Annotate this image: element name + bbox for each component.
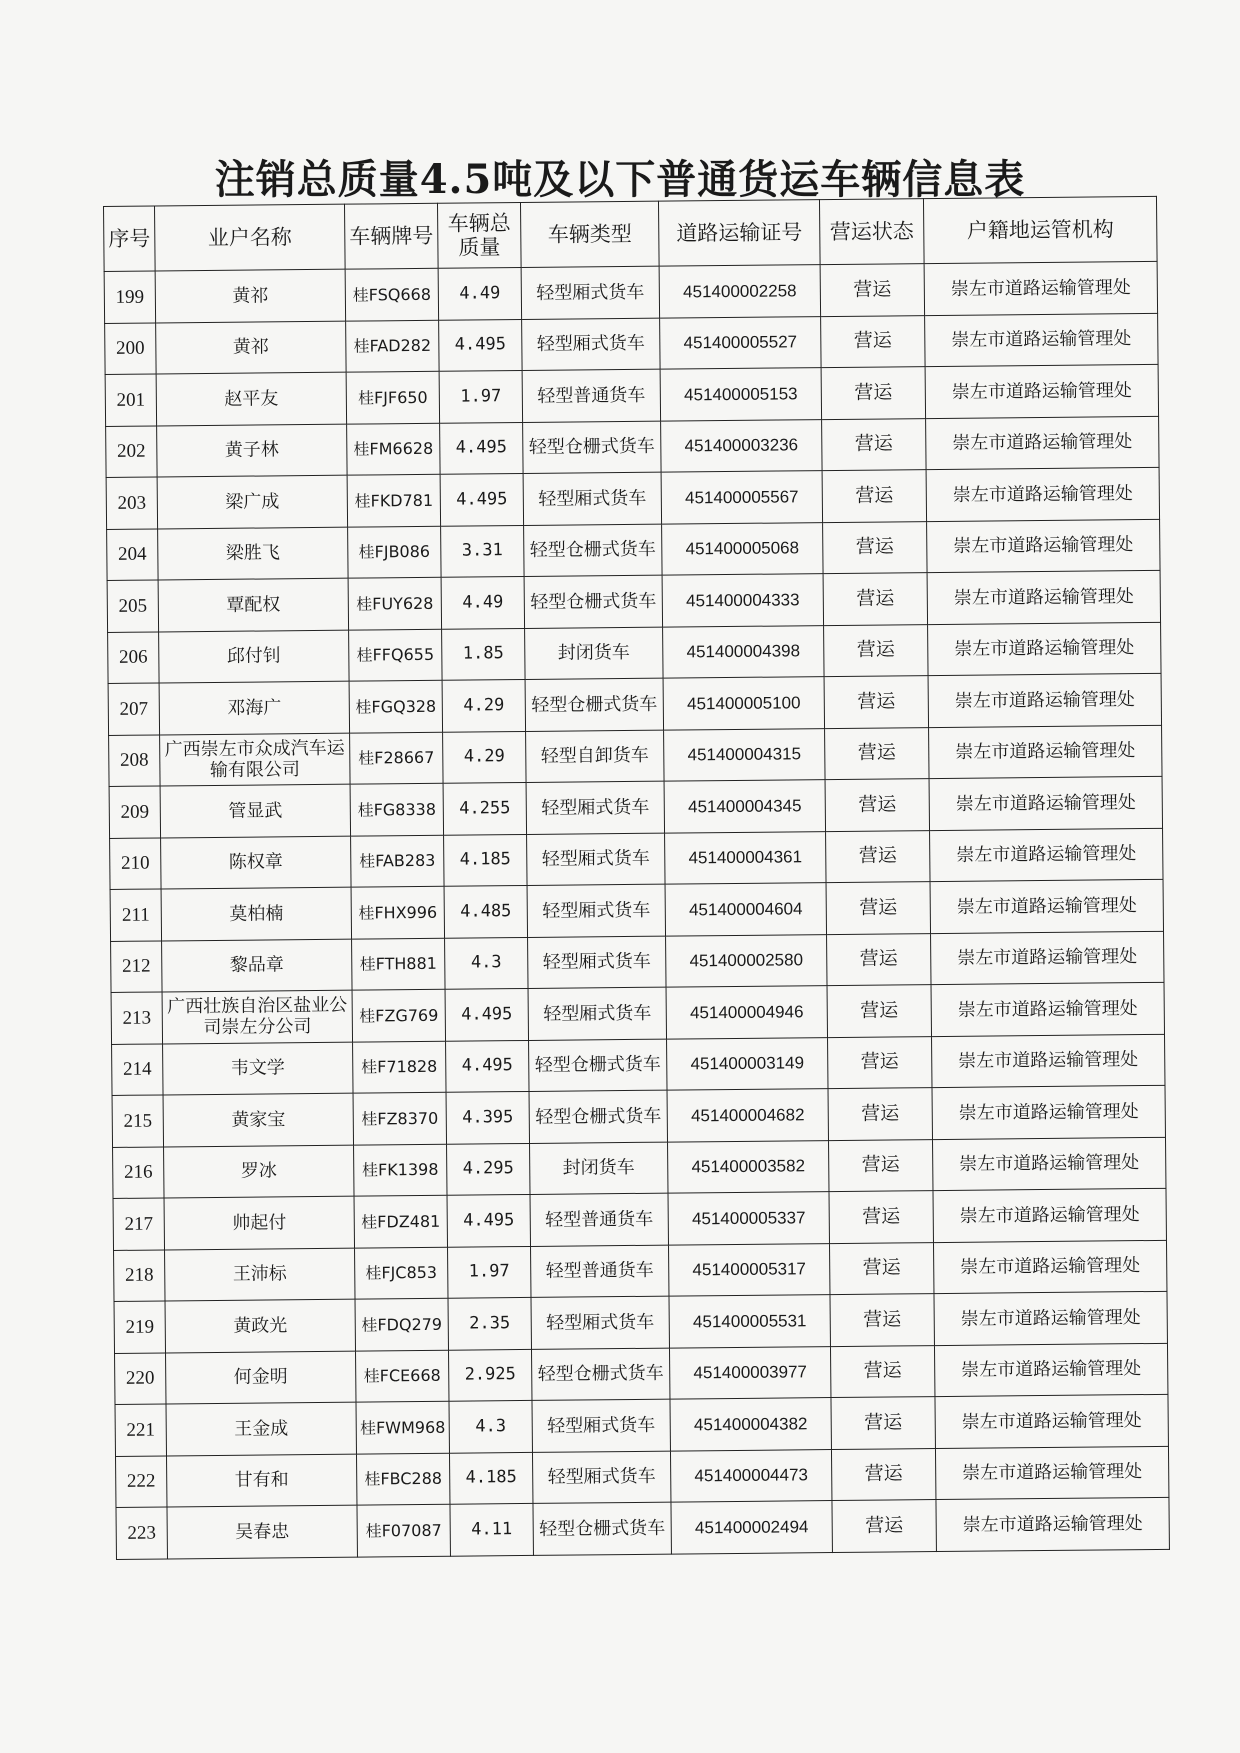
cell-status: 营运 (825, 779, 929, 831)
cell-type: 轻型仓栅式货车 (529, 1039, 667, 1092)
cell-weight: 1.97 (448, 1246, 531, 1298)
cell-plate: 桂FG8338 (350, 783, 443, 835)
cell-type: 封闭货车 (525, 627, 663, 680)
cell-type: 轻型自卸货车 (526, 730, 664, 783)
cell-owner: 罗冰 (164, 1145, 354, 1198)
cell-cert: 451400005567 (661, 471, 822, 524)
cell-org: 崇左市道路运输管理处 (932, 1034, 1165, 1088)
cell-plate: 桂FZ8370 (353, 1092, 446, 1144)
cell-weight: 4.295 (447, 1143, 530, 1195)
cell-seq: 211 (110, 889, 161, 941)
cell-seq: 223 (116, 1507, 167, 1559)
cell-org: 崇左市道路运输管理处 (929, 725, 1162, 779)
cell-type: 轻型厢式货车 (527, 884, 665, 937)
header-plate: 车辆牌号 (344, 203, 438, 269)
cell-status: 营运 (826, 830, 930, 882)
cell-status: 营运 (822, 470, 926, 522)
cell-owner: 何金明 (166, 1351, 356, 1404)
cell-weight: 2.35 (448, 1297, 531, 1349)
cell-cert: 451400005153 (660, 368, 821, 421)
cell-cert: 451400003236 (661, 419, 822, 472)
cell-status: 营运 (828, 1139, 932, 1191)
table-row (116, 1497, 1169, 1559)
cell-status: 营运 (822, 418, 926, 470)
cell-org: 崇左市道路运输管理处 (927, 519, 1160, 573)
cell-weight: 4.29 (443, 731, 526, 783)
table-header-row (104, 196, 1158, 271)
cell-cert: 451400003582 (668, 1140, 829, 1193)
cell-org: 崇左市道路运输管理处 (930, 828, 1163, 882)
cell-plate: 桂FKD781 (347, 474, 440, 526)
cell-owner: 黎品章 (162, 939, 352, 992)
cell-type: 轻型厢式货车 (527, 833, 665, 886)
cell-weight: 4.255 (443, 782, 526, 834)
cell-org: 崇左市道路运输管理处 (925, 364, 1158, 418)
cell-status: 营运 (827, 933, 931, 985)
cell-seq: 212 (111, 940, 162, 992)
cell-cert: 451400002580 (666, 934, 827, 987)
cell-org: 崇左市道路运输管理处 (926, 416, 1159, 470)
cell-org: 崇左市道路运输管理处 (934, 1343, 1167, 1397)
cell-weight: 4.495 (440, 422, 523, 474)
cell-status: 营运 (820, 264, 924, 316)
cell-seq: 209 (109, 786, 160, 838)
cell-plate: 桂FDZ481 (354, 1195, 447, 1247)
cell-status: 营运 (831, 1397, 935, 1449)
cell-org: 崇左市道路运输管理处 (931, 982, 1164, 1036)
cell-plate: 桂F28667 (350, 732, 443, 784)
cell-owner: 赵平友 (156, 372, 346, 425)
cell-owner: 梁胜飞 (158, 527, 348, 580)
cell-plate: 桂FFQ655 (349, 629, 442, 681)
cell-seq: 217 (113, 1198, 164, 1250)
cell-cert: 451400004604 (665, 883, 826, 936)
cell-weight: 1.97 (439, 370, 522, 422)
cell-cert: 451400002494 (671, 1501, 832, 1554)
cell-plate: 桂FJC853 (355, 1247, 448, 1299)
cell-plate: 桂F71828 (353, 1041, 446, 1093)
cell-status: 营运 (829, 1242, 933, 1294)
cell-org: 崇左市道路运输管理处 (936, 1497, 1169, 1551)
cell-owner: 广西崇左市众成汽车运输有限公司 (160, 733, 350, 786)
cell-owner: 管显武 (160, 784, 350, 837)
cell-cert: 451400004333 (662, 574, 823, 627)
cell-owner: 邱付钊 (159, 630, 349, 683)
cell-org: 崇左市道路运输管理处 (928, 673, 1161, 727)
cell-owner: 梁广成 (157, 475, 347, 528)
cell-seq: 207 (108, 683, 159, 735)
cell-status: 营运 (823, 573, 927, 625)
cell-seq: 222 (115, 1455, 166, 1507)
cell-status: 营运 (821, 367, 925, 419)
cell-seq: 210 (110, 837, 161, 889)
cell-status: 营运 (827, 985, 931, 1037)
cell-weight: 4.495 (446, 1040, 529, 1092)
cell-weight: 4.49 (441, 576, 524, 628)
cell-owner: 黄政光 (165, 1299, 355, 1352)
cell-owner: 陈权章 (161, 836, 351, 889)
cell-status: 营运 (823, 521, 927, 573)
cell-weight: 4.29 (442, 679, 525, 731)
cell-type: 轻型仓栅式货车 (524, 524, 662, 577)
cell-org: 崇左市道路运输管理处 (935, 1446, 1168, 1500)
cell-weight: 3.31 (441, 525, 524, 577)
cell-status: 营运 (828, 1088, 932, 1140)
cell-owner: 甘有和 (166, 1454, 356, 1507)
cell-cert: 451400003149 (667, 1037, 828, 1090)
cell-seq: 205 (107, 580, 158, 632)
cell-cert: 451400004345 (664, 780, 825, 833)
cell-type: 轻型普通货车 (522, 369, 660, 422)
cell-owner: 黄家宝 (163, 1093, 353, 1146)
cell-seq: 216 (113, 1146, 164, 1198)
cell-org: 崇左市道路运输管理处 (930, 879, 1163, 933)
cell-owner: 广西壮族自治区盐业公司崇左分公司 (162, 990, 352, 1043)
cell-seq: 220 (115, 1352, 166, 1404)
cell-org: 崇左市道路运输管理处 (931, 931, 1164, 985)
cell-owner: 黄子林 (157, 424, 347, 477)
cell-weight: 4.185 (444, 834, 527, 886)
cell-type: 轻型仓栅式货车 (533, 1502, 671, 1555)
table-body (104, 261, 1169, 1559)
cell-type: 轻型厢式货车 (522, 318, 660, 371)
cell-status: 营运 (824, 676, 928, 728)
cell-seq: 213 (111, 992, 162, 1044)
cell-org: 崇左市道路运输管理处 (924, 261, 1157, 315)
cell-type: 轻型厢式货车 (532, 1399, 670, 1452)
cell-weight: 4.11 (450, 1503, 533, 1555)
cell-org: 崇左市道路运输管理处 (925, 313, 1158, 367)
cell-status: 营运 (821, 315, 925, 367)
cell-seq: 203 (106, 477, 157, 529)
cell-owner: 韦文学 (163, 1042, 353, 1095)
cell-weight: 4.49 (438, 267, 521, 319)
cell-org: 崇左市道路运输管理处 (928, 622, 1161, 676)
cell-owner: 帅起付 (164, 1196, 354, 1249)
cell-cert: 451400004382 (670, 1398, 831, 1451)
cell-owner: 邓海广 (159, 681, 349, 734)
cell-plate: 桂FZG769 (352, 989, 445, 1041)
header-owner: 业户名称 (155, 204, 346, 271)
cell-type: 轻型普通货车 (530, 1193, 668, 1246)
cell-weight: 1.85 (442, 628, 525, 680)
cell-weight: 4.495 (440, 473, 523, 525)
cell-plate: 桂FM6628 (347, 423, 440, 475)
cell-cert: 451400005527 (660, 316, 821, 369)
cell-type: 轻型厢式货车 (532, 1451, 670, 1504)
cell-plate: 桂FSQ668 (345, 268, 438, 320)
cell-cert: 451400004682 (667, 1089, 828, 1142)
cell-plate: 桂FDQ279 (355, 1298, 448, 1350)
cell-org: 崇左市道路运输管理处 (934, 1291, 1167, 1345)
cell-cert: 451400004473 (670, 1449, 831, 1502)
cell-cert: 451400002258 (659, 265, 820, 318)
cell-plate: 桂FHX996 (351, 886, 444, 938)
cell-owner: 王金成 (166, 1402, 356, 1455)
cell-seq: 208 (109, 734, 160, 786)
cell-plate: 桂FAD282 (346, 320, 439, 372)
cell-seq: 200 (105, 323, 156, 375)
cell-plate: 桂F07087 (357, 1504, 450, 1556)
cell-cert: 451400004315 (664, 728, 825, 781)
cell-cert: 451400005317 (668, 1243, 829, 1296)
cell-cert: 451400003977 (669, 1346, 830, 1399)
cell-owner: 吴春忠 (167, 1505, 357, 1558)
cell-seq: 218 (114, 1249, 165, 1301)
cell-seq: 199 (104, 271, 155, 323)
cell-status: 营运 (824, 624, 928, 676)
cell-status: 营运 (826, 882, 930, 934)
vehicle-info-table (103, 196, 1170, 1560)
cell-type: 轻型厢式货车 (531, 1296, 669, 1349)
header-cert: 道路运输证号 (658, 200, 820, 267)
cell-seq: 221 (115, 1404, 166, 1456)
cell-status: 营运 (825, 727, 929, 779)
cell-type: 轻型仓栅式货车 (524, 575, 662, 628)
cell-seq: 219 (114, 1301, 165, 1353)
cell-plate: 桂FGQ328 (349, 680, 442, 732)
cell-org: 崇左市道路运输管理处 (927, 570, 1160, 624)
cell-owner: 覃配权 (158, 578, 348, 631)
header-seq: 序号 (104, 206, 156, 271)
header-type: 车辆类型 (520, 201, 659, 267)
cell-seq: 204 (107, 528, 158, 580)
cell-type: 轻型仓栅式货车 (523, 421, 661, 474)
cell-seq: 206 (108, 631, 159, 683)
cell-plate: 桂FJB086 (348, 526, 441, 578)
header-weight: 车辆总质量 (437, 202, 521, 268)
cell-cert: 451400005531 (669, 1295, 830, 1348)
cell-weight: 4.3 (449, 1400, 532, 1452)
cell-cert: 451400004398 (663, 625, 824, 678)
cell-org: 崇左市道路运输管理处 (935, 1394, 1168, 1448)
cell-cert: 451400005100 (663, 677, 824, 730)
header-status: 营运状态 (819, 199, 924, 265)
cell-org: 崇左市道路运输管理处 (933, 1240, 1166, 1294)
cell-status: 营运 (829, 1191, 933, 1243)
cell-status: 营运 (832, 1500, 936, 1552)
cell-plate: 桂FUY628 (348, 577, 441, 629)
cell-cert: 451400005337 (668, 1192, 829, 1245)
cell-status: 营运 (830, 1345, 934, 1397)
cell-weight: 4.185 (449, 1452, 532, 1504)
cell-type: 轻型厢式货车 (523, 472, 661, 525)
cell-type: 轻型仓栅式货车 (525, 678, 663, 731)
cell-weight: 4.495 (445, 988, 528, 1040)
cell-type: 轻型厢式货车 (521, 266, 659, 319)
cell-type: 轻型厢式货车 (528, 987, 666, 1040)
cell-plate: 桂FJF650 (346, 371, 439, 423)
cell-plate: 桂FCE668 (355, 1350, 448, 1402)
cell-status: 营运 (828, 1036, 932, 1088)
cell-type: 轻型普通货车 (531, 1245, 669, 1298)
cell-owner: 莫柏楠 (161, 887, 351, 940)
cell-plate: 桂FK1398 (354, 1144, 447, 1196)
cell-plate: 桂FTH881 (352, 938, 445, 990)
cell-weight: 4.495 (439, 319, 522, 371)
cell-weight: 4.485 (444, 885, 527, 937)
cell-seq: 214 (112, 1043, 163, 1095)
cell-type: 轻型仓栅式货车 (529, 1090, 667, 1143)
cell-org: 崇左市道路运输管理处 (929, 776, 1162, 830)
cell-type: 轻型厢式货车 (528, 936, 666, 989)
cell-owner: 黄祁 (155, 269, 345, 322)
cell-weight: 4.3 (445, 937, 528, 989)
cell-plate: 桂FAB283 (351, 835, 444, 887)
cell-org: 崇左市道路运输管理处 (926, 467, 1159, 521)
cell-seq: 202 (106, 425, 157, 477)
cell-weight: 2.925 (448, 1349, 531, 1401)
cell-cert: 451400004946 (666, 986, 827, 1039)
cell-weight: 4.395 (446, 1091, 529, 1143)
cell-org: 崇左市道路运输管理处 (933, 1188, 1166, 1242)
cell-plate: 桂FWM968 (356, 1401, 449, 1453)
cell-owner: 王沛标 (165, 1248, 355, 1301)
cell-seq: 215 (112, 1095, 163, 1147)
cell-type: 轻型厢式货车 (526, 781, 664, 834)
cell-plate: 桂FBC288 (356, 1453, 449, 1505)
cell-owner: 黄祁 (156, 321, 346, 374)
page-title: 注销总质量4.5吨及以下普通货运车辆信息表 (214, 156, 1026, 203)
cell-weight: 4.495 (447, 1194, 530, 1246)
header-org: 户籍地运管机构 (923, 196, 1157, 263)
cell-cert: 451400004361 (665, 831, 826, 884)
cell-type: 轻型仓栅式货车 (531, 1348, 669, 1401)
cell-status: 营运 (830, 1294, 934, 1346)
cell-status: 营运 (831, 1448, 935, 1500)
cell-org: 崇左市道路运输管理处 (932, 1085, 1165, 1139)
cell-org: 崇左市道路运输管理处 (932, 1137, 1165, 1191)
cell-cert: 451400005068 (662, 522, 823, 575)
cell-type: 封闭货车 (530, 1142, 668, 1195)
cell-seq: 201 (105, 374, 156, 426)
